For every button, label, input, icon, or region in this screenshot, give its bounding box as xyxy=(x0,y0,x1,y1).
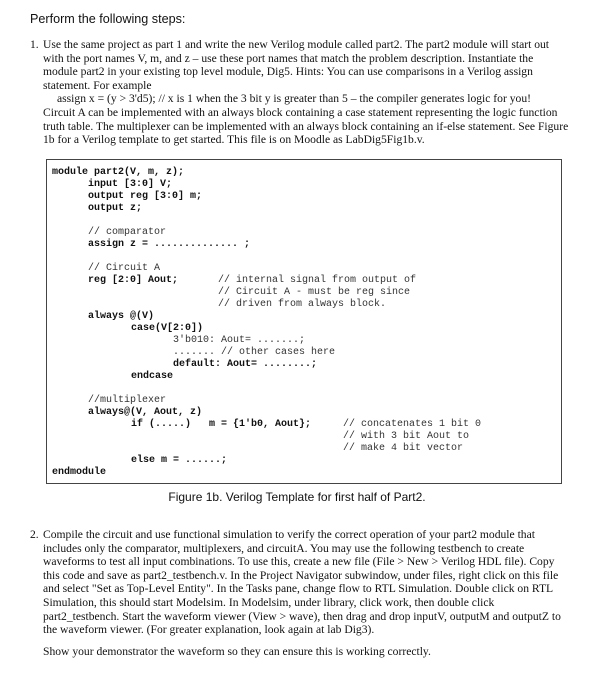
step-1-number: 1. xyxy=(30,38,39,51)
code-line-21: // concatenates 1 bit 0 xyxy=(343,419,482,430)
step-1-text: Use the same project as part 1 and write the new Verilog module called part2. The part2 module will start out with the port names V, m, and z – use these port names that match the problem description. Instantiate the module part2 in your existing top level module, Dig5. Hints: You can use comparisons in a Verilog assign statement. For example xyxy=(43,38,550,92)
code-line-10: // Circuit A - must be reg since xyxy=(218,287,411,298)
code-line-6: assign z = .............. ; xyxy=(88,239,251,250)
code-line-22: // with 3 bit Aout to xyxy=(343,431,470,442)
code-line-17: endcase xyxy=(131,371,174,382)
step-1-example: assign x = (y > 3'd5); // x is 1 when the 3 bit y is greater than 5 – the compiler generates logic for you! xyxy=(57,92,531,106)
code-line-13: case(V[2:0]) xyxy=(131,323,204,334)
code-line-3: output reg [3:0] m; xyxy=(88,191,203,202)
code-line-18: //multiplexer xyxy=(88,395,167,406)
code-line-4: output z; xyxy=(88,203,143,214)
code-line-23: // make 4 bit vector xyxy=(343,443,464,454)
code-line-15: ....... // other cases here xyxy=(173,347,336,358)
step-1 xyxy=(30,38,570,147)
code-line-9: // internal signal from output of xyxy=(218,275,417,286)
intro-heading: Perform the following steps: xyxy=(30,12,186,26)
code-line-19: always@(V, Aout, z) xyxy=(88,407,203,418)
verilog-code-box xyxy=(46,159,562,484)
code-line-24: else m = ......; xyxy=(131,455,228,466)
code-line-16: default: Aout= ........; xyxy=(173,359,318,370)
code-line-1: module part2(V, m, z); xyxy=(52,167,185,178)
step-2-text-2: Show your demonstrator the waveform so they can ensure this is working correctly. xyxy=(43,644,431,658)
code-line-7: // Circuit A xyxy=(88,263,161,274)
figure-caption: Figure 1b. Verilog Template for first half of Part2. xyxy=(168,490,426,504)
step-2-text: Compile the circuit and use functional simulation to verify the correct operation of your part2 module that includes only the comparator, multiplexers, and circuitA. You may use the following testbench to create waveforms to test all input combinations. To use this, create a new file (File > New > Verilog HDL file). Copy this code and save as part2_testbench.v. In the Project Navigator subwindow, under files, right click on this file and select "Set as Top-Level Entity". In the Tasks pane, change flow to RTL Simulation. Double click on RTL Simulation, this should start Modelsim. In Modelsim, under library, click work, then double click part2_testbench. Start the waveform viewer (View > wave), then drag and drop inputV, outputM and outputZ to the waveform viewer. (For greater explanation, look again at lab Dig3). xyxy=(43,528,561,637)
step-1-text-2: Circuit A can be implemented with an always block containing a case statement representing the logic function truth table. The multiplexer can be implemented with an always block containing an if-else statement. See Figure 1b for a Verilog template to get started. This file is on Moodle as LabDig5Fig1b.v. xyxy=(43,105,569,147)
code-line-5: // comparator xyxy=(88,227,167,238)
code-line-2: input [3:0] V; xyxy=(88,179,173,190)
code-line-12: always @(V) xyxy=(88,311,155,322)
code-line-25: endmodule xyxy=(52,467,107,478)
code-line-11: // driven from always block. xyxy=(218,299,387,310)
code-line-20: if (.....) m = {1'b0, Aout}; xyxy=(131,419,312,430)
step-2-number: 2. xyxy=(30,528,39,541)
code-line-8: reg [2:0] Aout; xyxy=(88,275,179,286)
step-2 xyxy=(30,528,570,658)
code-line-14: 3'b010: Aout= .......; xyxy=(173,335,306,346)
